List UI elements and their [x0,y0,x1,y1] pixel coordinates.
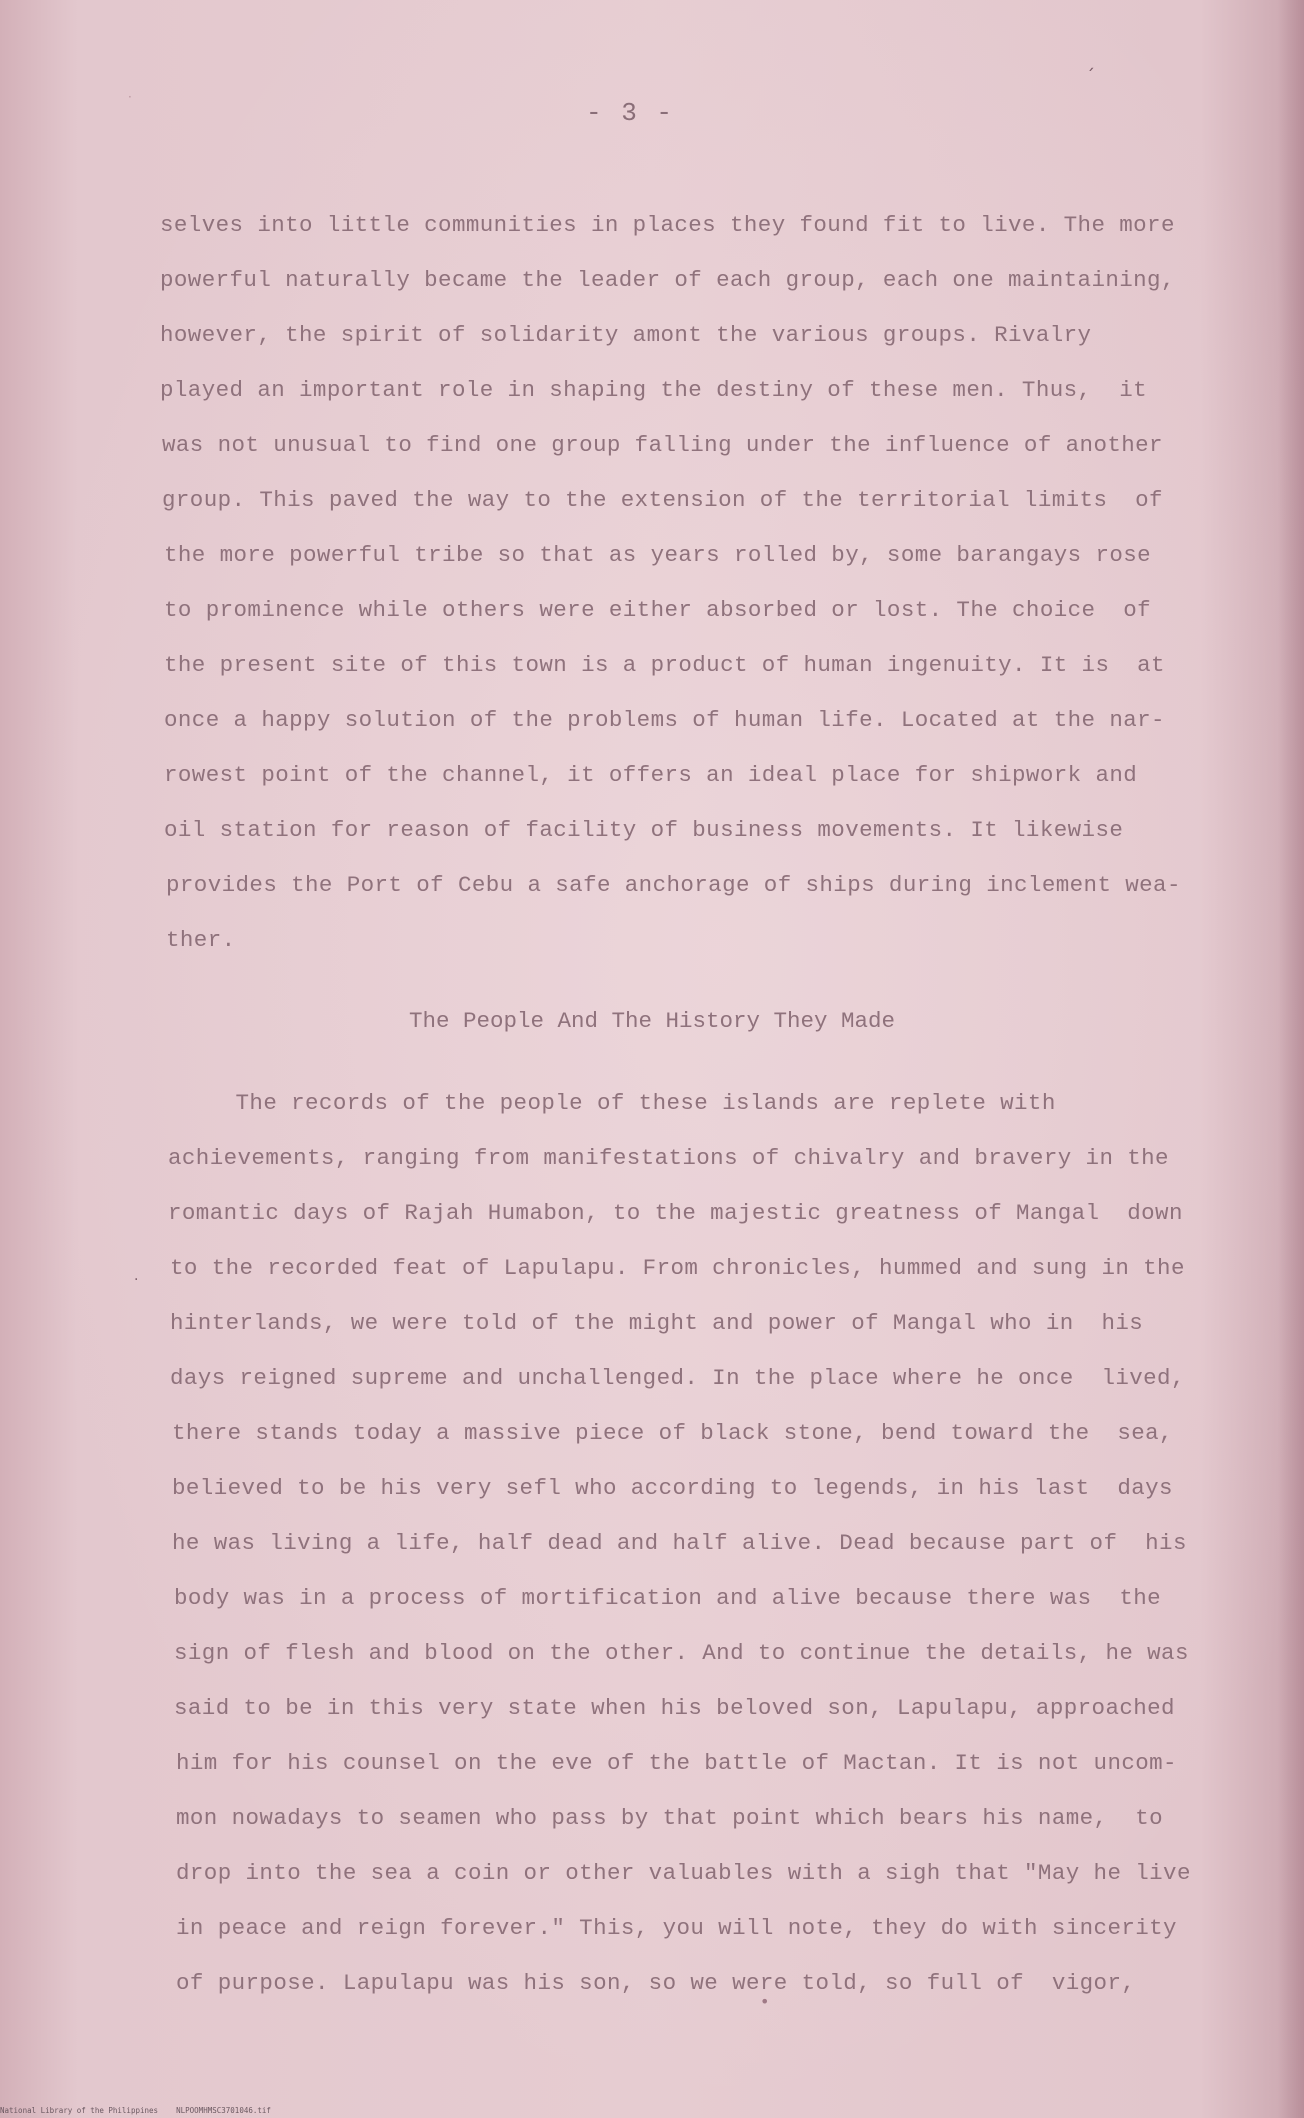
ink-speck: • [760,1992,770,2011]
text-line: hinterlands, we were told of the might and power of Mangal who in his [170,1310,1144,1336]
text-line: rowest point of the channel, it offers an ideal place for shipwork and [164,762,1138,788]
text-line: was not unusual to find one group falling under the influence of another [162,432,1163,458]
text-line: romantic days of Rajah Humabon, to the majestic greatness of Mangal down [168,1200,1183,1226]
text-line: body was in a process of mortification and alive because there was the [174,1585,1162,1611]
page-edge-shadow [1278,0,1304,2118]
text-line: selves into little communities in places they found fit to live. The more [160,212,1175,238]
text-line: ther. [166,927,236,953]
text-line: believed to be his very sefl who according to legends, in his last days [172,1475,1173,1501]
text-line: the present site of this town is a product of human ingenuity. It is at [164,652,1165,678]
text-line: mon nowadays to seamen who pass by that point which bears his name, to [176,1805,1164,1831]
text-line: once a happy solution of the problems of human life. Located at the nar- [164,707,1165,733]
text-line: there stands today a massive piece of black stone, bend toward the sea, [172,1420,1173,1446]
ink-mark: ´ [1086,66,1095,87]
text-line: days reigned supreme and unchallenged. In the place where he once lived, [170,1365,1185,1391]
page-number: - 3 - [585,98,674,128]
text-line: The records of the people of these islands are replete with [166,1090,1056,1116]
text-line: to prominence while others were either absorbed or lost. The choice of [164,597,1152,623]
text-line: in peace and reign forever." This, you will note, they do with sincerity [176,1915,1177,1941]
text-line: he was living a life, half dead and half alive. Dead because part of his [172,1530,1187,1556]
archive-footer: National Library of the Philippines NLPOOMHMSC3701046.tif [0,2106,271,2115]
text-line: to the recorded feat of Lapulapu. From chronicles, hummed and sung in the [170,1255,1185,1281]
text-line: played an important role in shaping the destiny of these men. Thus, it [160,377,1148,403]
text-line: sign of flesh and blood on the other. And to continue the details, he was [174,1640,1189,1666]
ink-speck: · [134,1272,139,1288]
text-line: achievements, ranging from manifestations of chivalry and bravery in the [168,1145,1169,1171]
text-line: powerful naturally became the leader of each group, each one maintaining, [160,267,1175,293]
text-line: group. This paved the way to the extension of the territorial limits of [162,487,1163,513]
section-heading: The People And The History They Made [408,1008,896,1034]
ink-speck: · [128,90,132,104]
text-line: him for his counsel on the eve of the battle of Mactan. It is not uncom- [176,1750,1177,1776]
text-line: of purpose. Lapulapu was his son, so we were told, so full of vigor, [176,1970,1136,1996]
text-line: the more powerful tribe so that as years rolled by, some barangays rose [164,542,1152,568]
text-line: however, the spirit of solidarity amont the various groups. Rivalry [160,322,1092,348]
text-line: provides the Port of Cebu a safe anchorage of ships during inclement wea- [166,872,1181,898]
text-line: oil station for reason of facility of business movements. It likewise [164,817,1124,843]
text-line: drop into the sea a coin or other valuables with a sigh that "May he live [176,1860,1191,1886]
text-line: said to be in this very state when his beloved son, Lapulapu, approached [174,1695,1175,1721]
